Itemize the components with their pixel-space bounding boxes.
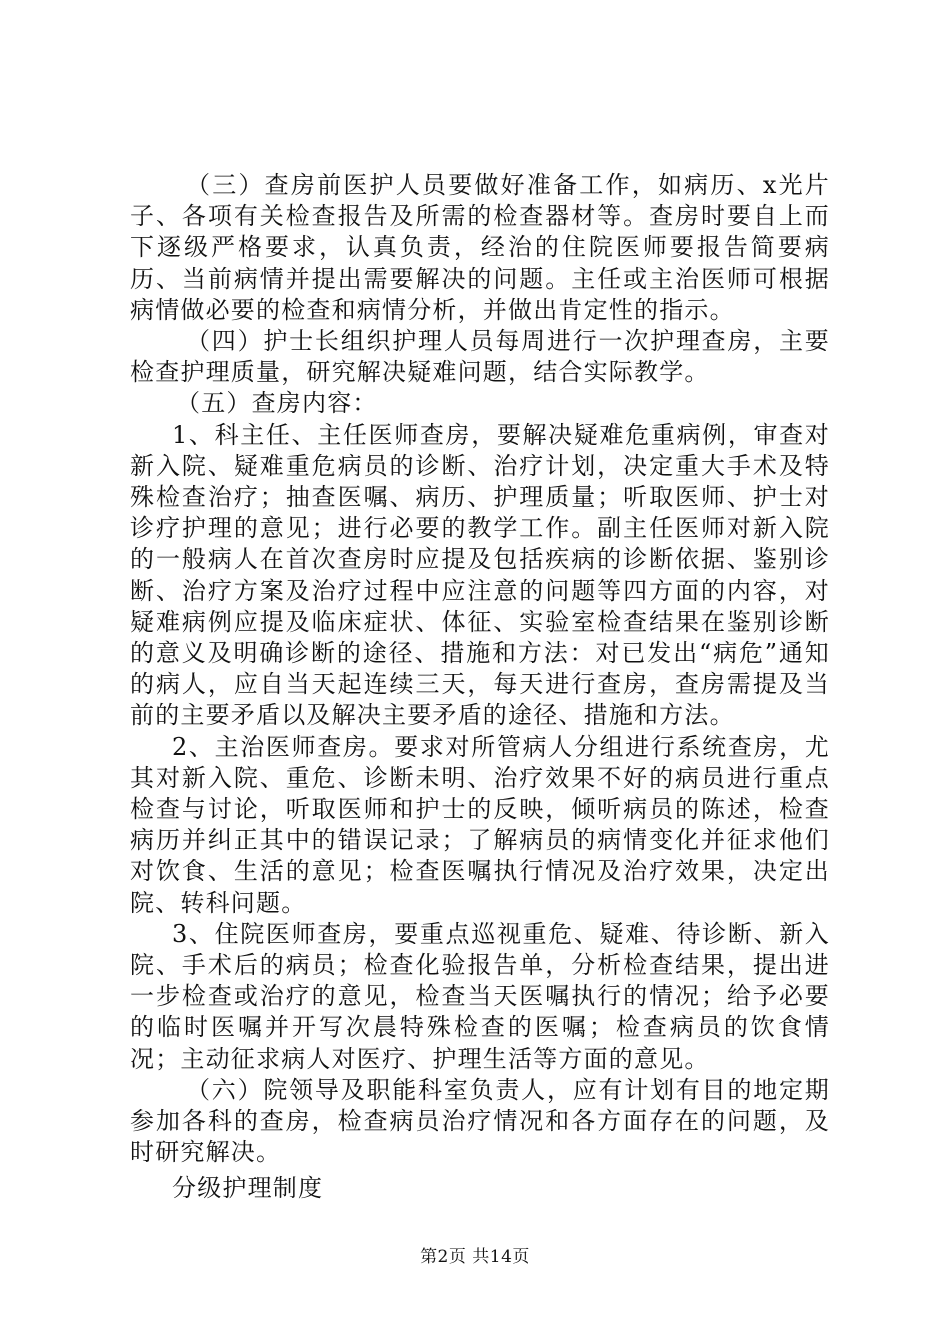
section-title-graded-nursing: 分级护理制度 <box>172 1173 324 1202</box>
document-body <box>130 170 830 1204</box>
page-number-footer: 第2页 共14页 <box>420 1247 530 1267</box>
paragraph-nursing-round: （四）护士长组织护理人员每周进行一次护理查房，主要检查护理质量，研究解决疑难问题，结合实际教学。 <box>130 327 830 387</box>
paragraph-leadership-round: （六）院领导及职能科室负责人，应有计划有目的地定期参加各科的查房，检查病员治疗情况和各方面存在的问题，及时研究解决。 <box>130 1075 830 1167</box>
paragraph-ward-round-preparation: （三）查房前医护人员要做好准备工作，如病历、x光片子、各项有关检查报告及所需的检查器材等。查房时要自上而下逐级严格要求，认真负责，经治的住院医师要报告简要病历、当前病情并提出需要解决的问题。主任或主治医师可根据病情做必要的检查和病情分析，并做出肯定性的指示。 <box>130 171 830 324</box>
paragraph-attending-round: 2、主治医师查房。要求对所管病人分组进行系统查房，尤其对新入院、重危、诊断未明、治疗效果不好的病员进行重点检查与讨论，听取医师和护士的反映，倾听病员的陈述，检查病历并纠正其中的错误记录；了解病员的病情变化并征求他们对饮食、生活的意见；检查医嘱执行情况及治疗效果，决定出院、转科问题。 <box>130 732 830 917</box>
paragraph-director-round: 1、科主任、主任医师查房，要解决疑难危重病例，审查对新入院、疑难重危病员的诊断、治疗计划，决定重大手术及特殊检查治疗；抽查医嘱、病历、护理质量；听取医师、护士对诊疗护理的意见；进行必要的教学工作。副主任医师对新入院的一般病人在首次查房时应提及包括疾病的诊断依据、鉴别诊断、治疗方案及治疗过程中应注意的问题等四方面的内容，对疑难病例应提及临床症状、体征、实验室检查结果在鉴别诊断的意义及明确诊断的途径、措施和方法：对已发出“病危”通知的病人，应自当天起连续三天，每天进行查房，查房需提及当前的主要矛盾以及解决主要矛盾的途径、措施和方法。 <box>130 420 830 730</box>
paragraph-resident-round: 3、住院医师查房，要重点巡视重危、疑难、待诊断、新入院、手术后的病员；检查化验报告单，分析检查结果，提出进一步检查或治疗的意见，检查当天医嘱执行的情况；给予必要的临时医嘱并开写次晨特殊检查的医嘱；检查病员的饮食情况；主动征求病人对医疗、护理生活等方面的意见。 <box>130 919 830 1073</box>
paragraph-round-contents-heading: （五）查房内容： <box>176 389 378 418</box>
